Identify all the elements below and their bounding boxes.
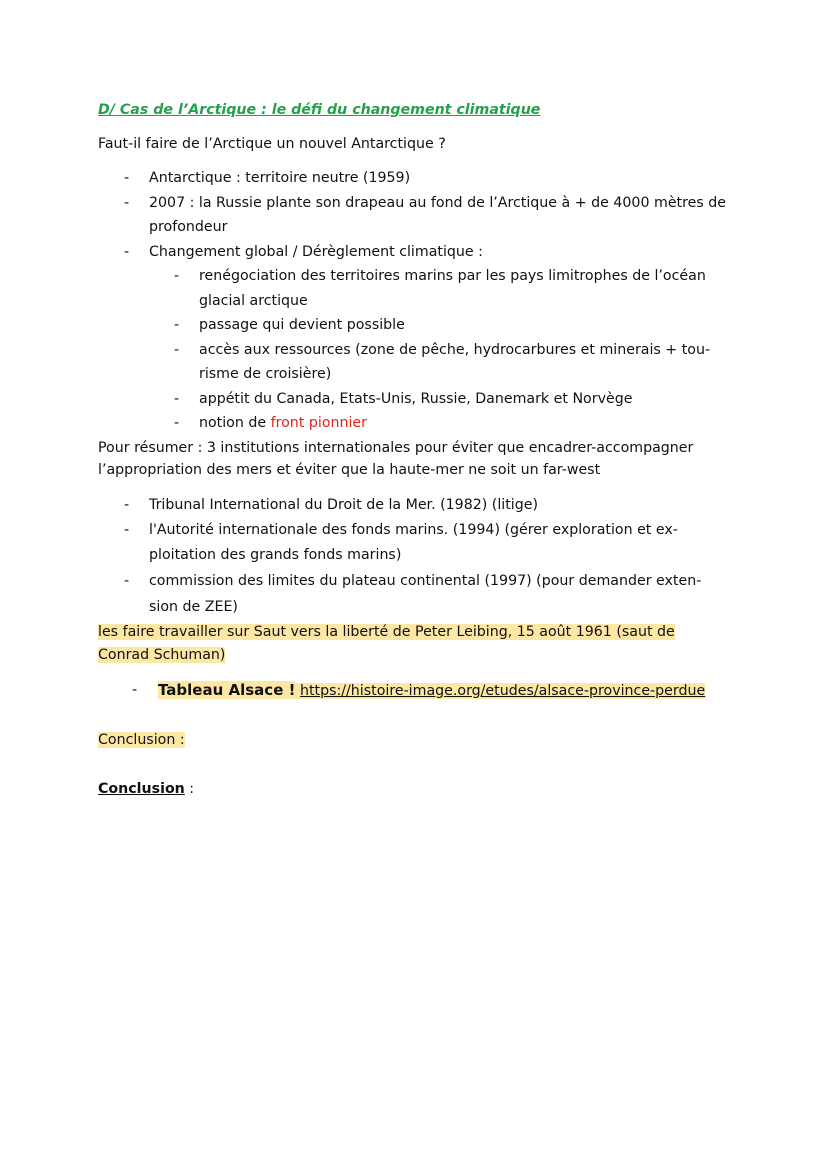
bullet-item: Changement global / Dérèglement climatique : [149,244,483,260]
sub-bullet-item: renégociation des territoires marins par les pays limitrophes de l’océan [199,268,706,284]
notion-term: front pionnier [270,415,367,431]
bullet-item: 2007 : la Russie plante son drapeau au fond de l’Arctique à + de 4000 mètres de [149,195,726,211]
work-text: les faire travailler sur Saut vers la liberté de Peter Leibing, 15 août 1961 (saut de [98,624,675,640]
summary-line: Pour résumer : 3 institutions internationales pour éviter que encadrer-accompagner [98,440,694,456]
institution-item-continued: ploitation des grands fonds marins) [149,547,402,563]
sub-bullet-item: passage qui devient possible [199,317,405,333]
work-text: Conrad Schuman) [98,647,226,663]
sub-bullet-item: accès aux ressources (zone de pêche, hydrocarbures et minerais + tou- [199,342,711,358]
bullet-dash: - [124,170,130,186]
institution-item: Tribunal International du Droit de la Mer. (1982) (litige) [149,497,538,513]
sub-bullet-dash: - [174,391,180,407]
bullet-dash: - [124,573,130,589]
tableau-label: Tableau Alsace ! [158,681,296,699]
conclusion-highlight: Conclusion : [98,732,185,748]
conclusion-colon: : [184,781,195,797]
sub-bullet-item-continued: glacial arctique [199,293,308,309]
sub-bullet-dash: - [174,342,180,358]
section-heading: D/ Cas de l’Arctique : le défi du changement climatique [98,102,541,118]
summary-line: l’appropriation des mers et éviter que la haute-mer ne soit un far-west [98,462,601,478]
conclusion-line [98,778,194,800]
tableau-link[interactable]: https://histoire-image.org/etudes/alsace-province-perdue [299,683,706,699]
institution-item: l'Autorité internationale des fonds marins. (1994) (gérer exploration et ex- [149,522,678,538]
question-line: Faut-il faire de l’Arctique un nouvel Antarctique ? [98,136,446,152]
bullet-dash: - [124,244,130,260]
institution-item-continued: sion de ZEE) [149,599,238,615]
sub-bullet-notion [199,412,367,434]
sub-bullet-dash: - [174,268,180,284]
bullet-dash: - [124,522,130,538]
work-line [98,644,225,666]
sub-bullet-dash: - [174,415,180,431]
sub-bullet-dash: - [174,317,180,333]
conclusion-word: Conclusion [98,781,185,797]
bullet-dash: - [124,195,130,211]
work-line [98,621,675,643]
sub-bullet-item-continued: risme de croisière) [199,366,332,382]
notion-prefix: notion de [199,415,271,431]
bullet-item-continued: profondeur [149,219,228,235]
sub-bullet-item: appétit du Canada, Etats-Unis, Russie, Danemark et Norvège [199,391,633,407]
bullet-item: Antarctique : territoire neutre (1959) [149,170,411,186]
tableau-line [158,679,705,702]
institution-item: commission des limites du plateau continental (1997) (pour demander exten- [149,573,702,589]
bullet-dash: - [124,497,130,513]
conclusion-highlight-line [98,729,185,751]
bullet-dash: - [132,682,138,698]
